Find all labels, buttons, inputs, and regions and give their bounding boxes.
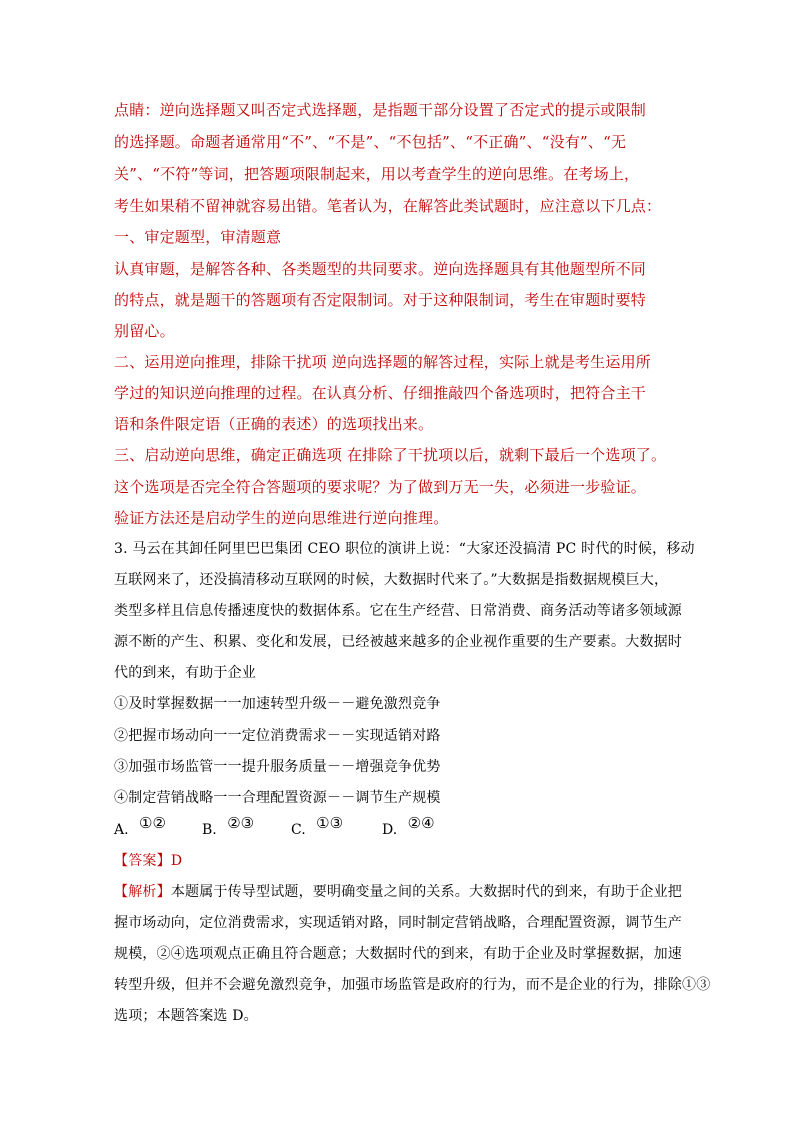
tip-line: 学过的知识逆向推理的过程。在认真分析、仔细推敲四个备选项时，把符合主干: [114, 384, 647, 402]
statement-1: ①及时掌握数据一一加速转型升级－－避免激烈竞争: [114, 696, 441, 712]
tip-line: 点睛：逆向选择题又叫否定式选择题，是指题干部分设置了否定式的提示或限制: [114, 101, 647, 119]
statement-3: ③加强市场监管一一提升服务质量－－增强竞争优势: [114, 759, 441, 775]
option-value: ①②: [139, 814, 166, 832]
tip-line: 验证方法还是启动学生的逆向思维进行逆向推理。: [114, 509, 449, 527]
analysis-text: 【解析】本题属于传导型试题，要明确变量之间的关系。大数据时代的到来，有助于企业把: [114, 884, 683, 900]
tip-line: 的特点，就是题干的答题项有否定限制词。对于这种限制词，考生在审题时要特: [114, 291, 647, 309]
tip-line: 语和条件限定语（正确的表述）的选项找出来。: [114, 415, 434, 433]
analysis-line: 规模，②④选项观点正确且符合题意；大数据时代的到来，有助于企业及时掌握数据，加速: [114, 946, 682, 962]
tip-line: 别留心。: [114, 322, 175, 340]
tip-line: 认真审题，是解答各种、各类题型的共同要求。逆向选择题具有其他题型所不同: [114, 260, 647, 278]
question-stem-line: 类型多样且信息传播速度快的数据体系。它在生产经营、日常消费、商务活动等诸多领域源: [114, 603, 682, 619]
option-value: ②④: [407, 814, 435, 832]
tip-heading-2: 二、运用逆向推理，排除干扰项 逆向选择题的解答过程，实际上就是考生运用所: [114, 353, 651, 371]
tip-heading-1: 一、审定题型，审清题意: [114, 228, 282, 246]
option-label: C.: [291, 822, 306, 838]
option-label: B.: [202, 822, 217, 838]
option-d: [382, 814, 435, 840]
tip-line: 这个选项是否完全符合答题项的要求呢？为了做到万无一失，必须进一步验证。: [114, 478, 647, 496]
analysis-line: 握市场动向，定位消费需求，实现适销对路，同时制定营销战略，合理配置资源，调节生产: [114, 915, 682, 931]
option-value: ①③: [316, 814, 344, 832]
option-label: D.: [382, 822, 398, 838]
option-b: [202, 814, 255, 840]
tip-heading-3: 三、启动逆向思维，确定正确选项 在排除了干扰项以后，就剩下最后一个选项了。: [114, 446, 667, 464]
statement-4: ④制定营销战略一一合理配置资源－－调节生产规模: [114, 790, 441, 806]
question-stem-line: 代的到来，有助于企业: [114, 665, 256, 681]
answer-text: 【答案】D: [114, 853, 183, 869]
question-stem-line: 互联网来了，还没搞清移动互联网的时候，大数据时代来了。”大数据是指数据规模巨大，: [114, 572, 669, 588]
analysis-line: 选项；本题答案选 D。: [114, 1008, 258, 1024]
question-stem-line: 源不断的产生、积累、变化和发展，已经被越来越多的企业视作重要的生产要素。大数据时: [114, 634, 682, 650]
analysis-line: [114, 882, 682, 902]
option-value: ②③: [227, 814, 255, 832]
option-label: A.: [114, 822, 129, 838]
tip-line: 考生如果稍不留神就容易出错。笔者认为，在解答此类试题时，应注意以下几点：: [114, 197, 662, 215]
statement-2: ②把握市场动向一一定位消费需求－－实现适销对路: [114, 728, 441, 744]
question-stem-line: 3. 马云在其卸任阿里巴巴集团 CEO 职位的演讲上说：“大家还没搞清 PC 时代的时候，移动: [114, 541, 695, 557]
option-c: [291, 814, 344, 840]
tip-line: 的选择题。命题者通常用“不”、“不是”、“不包括”、“不正确”、“没有”、“无: [114, 133, 627, 151]
analysis-line: 转型升级，但并不会避免激烈竞争，加强市场监管是政府的行为，而不是企业的行为，排除①③: [114, 977, 711, 993]
tip-line: 关”、“不符”等词，把答题项限制起来，用以考查学生的逆向思维。在考场上，: [114, 165, 640, 183]
option-a: [114, 814, 166, 840]
answer-line: [114, 851, 182, 871]
